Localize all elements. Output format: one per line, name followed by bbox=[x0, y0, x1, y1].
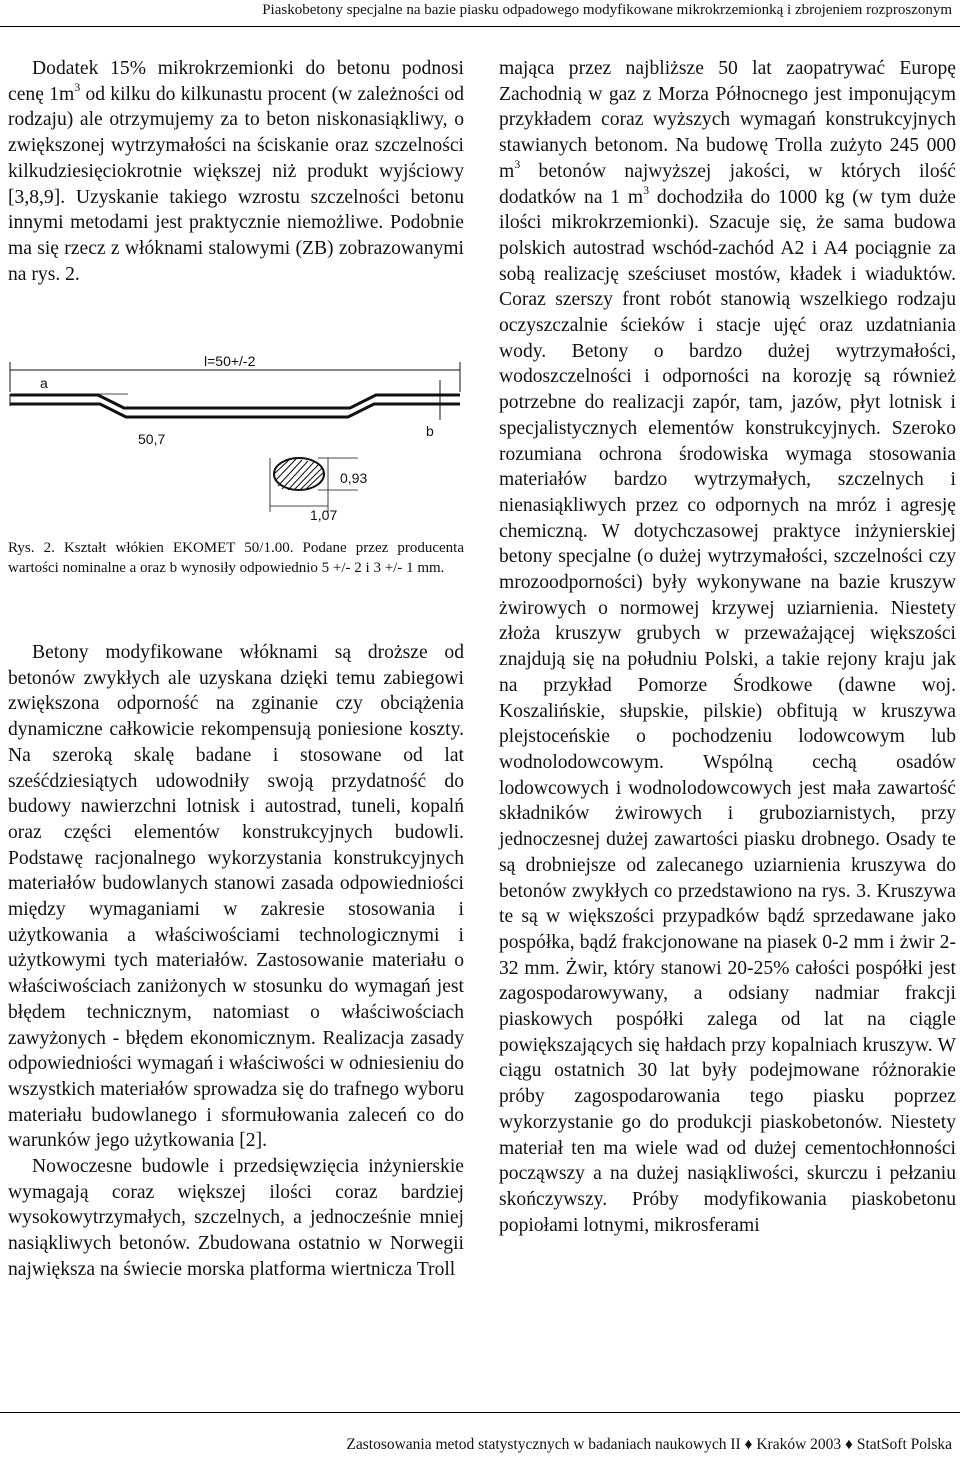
label-50-7: 50,7 bbox=[138, 431, 166, 447]
paragraph-fiber-concrete: Betony modyfikowane włóknami są droższe od betonów zwykłych ale uzyskana dzięki temu zabiegowi zwiększona odporność na zginanie czy obciążenia dynamiczne całkowicie rekompensują poniesione koszty. Na szeroką skalę badane i stosowane od lat sześćdziesiątych udowodniły swoją przydatność do budowy nawierzchni lotnisk i autostrad, tuneli, kopalń oraz części elementów konstrukcyjnych budowli. Podstawę racjonalnego wykorzystania konstrukcyjnych materiałów budowlanych stanowi zasada odpowiedniości między wymaganiami w zakresie stosowania i użytkowania a właściwościami technologicznymi i użytkowymi tych materiałów. Zastosowanie materiału o właściwościach zaniżonych w stosunku do wymagań jest błędem technicznym, natomiast o właściwościach zawyżonych - błędem ekonomicznym. Realizacja zasady odpowiedniości wymagań i właściwości w odniesieniu do wszystkich materiałów sprowadza się do trafnego wyboru materiału budowlanego i sformułowania zaleceń co do warunków jego użytkowania [2]. bbox=[8, 642, 464, 1152]
text-run: od kilku do kilkunastu procent (w zależności od rodzaju) ale otrzymujemy za to beton niskonasiąkliwy, o zwiększonej wytrzymałości na ściskanie oraz szczelności kilkudziesięciokrotnie większej niż produkt wyjściowy [3,8,9]. Uzyskanie takiego wzrostu szczelności betonu innymi metodami jest praktycznie niemożliwe. Podobnie ma się rzecz z włóknami stalowymi (ZB) zobrazowanymi na rys. 2. bbox=[8, 83, 464, 285]
label-b: b bbox=[426, 423, 434, 439]
running-footer bbox=[0, 1412, 960, 1457]
diamond-icon: ♦ bbox=[841, 1436, 857, 1453]
diamond-icon: ♦ bbox=[740, 1436, 757, 1453]
fiber-bottom-outline bbox=[10, 404, 460, 417]
header-title: Piaskobetony specjalne na bazie piasku odpadowego modyfikowane mikrokrzemionką i zbrojeniem rozproszonym bbox=[262, 2, 952, 18]
figure-caption: Rys. 2. Kształt włókien EKOMET 50/1.00. Podane przez producenta wartości nominalne a oraz b wynosiły odpowiednio 5 +/- 2 i 3 +/- 1 mm. bbox=[8, 540, 464, 576]
label-0-93: 0,93 bbox=[340, 470, 368, 486]
footer-text bbox=[346, 1436, 952, 1454]
superscript: 3 bbox=[74, 79, 81, 94]
superscript: 3 bbox=[643, 182, 650, 197]
footer-conference: Zastosowania metod statystycznych w badaniach naukowych II bbox=[346, 1436, 741, 1453]
left-column-bottom bbox=[8, 640, 464, 1283]
text-run: Dodatek 15% mikrokrzemionki do betonu podnosi cenę 1m bbox=[8, 58, 464, 105]
paragraph-modern-structures: Nowoczesne budowle i przedsięwzięcia inżynierskie wymagają coraz większej ilości coraz bardziej wysokowytrzymałych, szczelnych, a jednocześnie mniej nasiąkliwych betonów. Zbudowana ostatnio w Norwegii największa na świecie morska platforma wiertnicza Troll bbox=[8, 1156, 464, 1280]
footer-place-year: Kraków 2003 bbox=[756, 1436, 842, 1453]
superscript: 3 bbox=[514, 156, 521, 171]
footer-rule bbox=[0, 1412, 960, 1413]
fiber-top-outline bbox=[10, 395, 460, 408]
label-l: l=50+/-2 bbox=[204, 353, 256, 369]
running-header bbox=[0, 0, 960, 27]
label-1-07: 1,07 bbox=[310, 507, 338, 523]
right-column bbox=[499, 56, 956, 1238]
left-column-top bbox=[8, 56, 464, 287]
footer-publisher: StatSoft Polska bbox=[856, 1436, 952, 1453]
fiber-shape-figure bbox=[8, 340, 464, 530]
label-a: a bbox=[40, 375, 48, 391]
text-run: betonów najwyższej jakości, w których ilość dodatków na 1 m bbox=[499, 160, 956, 208]
header-rule bbox=[0, 26, 960, 27]
paragraph-microsilica bbox=[8, 56, 464, 287]
text-run: mająca przez najbliższe 50 lat zaopatrywać Europę Zachodnią w gaz z Morza Północnego jest imponującym przykładem coraz wyższych wymagań konstrukcyjnych stawianych betonom. Na budowę Trolla zużyto 245 000 m bbox=[499, 58, 956, 182]
text-run: dochodziła do 1000 kg (w tym duże ilości mikrokrzemionki). Szacuje się, że sama budowa polskich autostrad wschód-zachód A2 i A4 pociągnie za sobą realizację sześciuset mostów, kładek i wiaduktów. Coraz szerszy front robót stanowią wszelkiego rodzaju oczyszczalnie ścieków i stacje ujęć oraz uzdatniania wody. Betony o bardzo dużej wytrzymałości, wodoszczelności i odporności na korozję są również potrzebne do realizacji zapór, tam, jazów, płyt lotnisk i specjalistycznych elementów konstrukcyjnych. Szeroko rozumiana ochrona środowiska wymaga stosowania materiałów bardzo wytrzymałych, szczelnych i nienasiąkliwych przez co odpornych na mróz i agresję chemiczną. W dotychczasowej praktyce inżynierskiej betony specjalne (o dużej wytrzymałości, szczelności czy mrozoodporności) były wykonywane na bazie kruszyw żwirowych o normowej krzywej uziarnienia. Niestety złoża kruszyw grubych w przeważającej większości znajdują się na południu Polski, a takie rejony kraju jak na przykład Pomorze Środkowe (dawne woj. Koszalińskie, słupskie, pilskie) obfitują w kruszywa plejstoceńskie o pochodzeniu lodowcowym lub wodnolodowcowym. Wspólną cechą osadów lodowcowych i wodnolodowcowych jest mała zawartość składników żwirowych i gruboziarnistych, przy jednoczesnej dużej zawartości piasku drobnego. Osady te są drobniejsze od zalecanego uziarnienia kruszywa do betonów zwykłych co przedstawiono na rys. 3. Kruszywa te są w większości przypadków bądź sprzedawane jako pospółka, bądź frakcjonowane na piasek 0-2 mm i żwir 2-32 mm. Żwir, który stanowi 20-25% całości pospółki jest zagospodarowywany, a odsiany nadmiar frakcji piaskowych pospółki zalega od lat na ciągle powiększających się hałdach przy kopalniach kruszyw. W ciągu ostatnich 30 lat były podejmowane różnorakie próby zagospodarowania tego piasku poprzez wykorzystanie go do produkcji piaskobetonów. Niestety materiał ten ma wiele wad od dużej cementochłonności począwszy a na dużej nasiąkliwości, skurczu i pełzaniu skończywszy. Próby modyfikowania piaskobetonu popiołami lotnymi, mikrosferami bbox=[499, 186, 956, 1236]
paragraph-troll-platform bbox=[499, 56, 956, 1238]
